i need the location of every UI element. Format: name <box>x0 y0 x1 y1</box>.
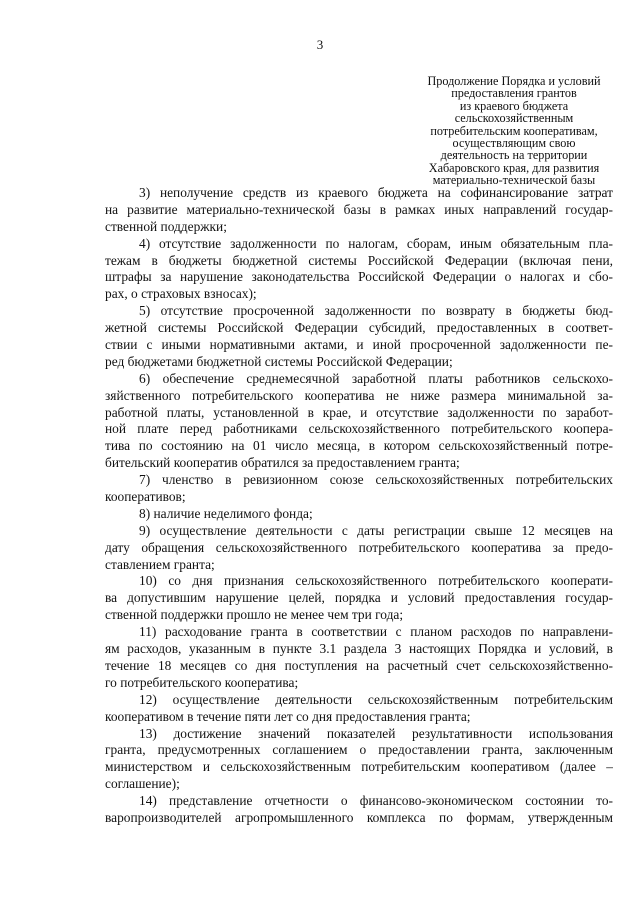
header-line: сельскохозяйственным <box>454 111 574 126</box>
paragraph-7-line: кооперативов; <box>105 489 186 505</box>
paragraph-9-line: ставлением гранта; <box>105 556 215 572</box>
paragraph-6-line: ной плате перед работниками сельскохозяйственного потребительского коопера- <box>105 421 613 437</box>
paragraph-6-line: бительский кооператив обратился за предоставлением гранта; <box>105 455 460 471</box>
paragraph-6-line: 6) обеспечение среднемесячной заработной платы работников сельскохо- <box>139 370 613 386</box>
header-line: осуществляющим свою <box>452 136 576 151</box>
paragraph-11-line: ям расходов, указанным в пункте 3.1 раздела 3 настоящих Порядка и условий, в <box>105 641 613 657</box>
header-line: из краевого бюджета <box>459 98 569 113</box>
paragraph-3-line: на развитие материально-технической базы в рамках иных направлений государ- <box>105 201 613 217</box>
paragraph-9-line: 9) осуществление деятельности с даты регистрации свыше 12 месяцев на <box>139 522 613 538</box>
document-body <box>105 185 613 827</box>
paragraph-5-line: жетной системы Российской Федерации субсидий, предоставленных в соответ- <box>105 320 613 336</box>
paragraph-5-line: ред бюджетами бюджетной системы Российской Федерации; <box>105 353 453 369</box>
paragraph-3-line: 3) неполучение средств из краевого бюджета на софинансирование затрат <box>139 185 613 200</box>
paragraph-4-line: 4) отсутствие задолженности по налогам, сборам, иным обязательным пла- <box>139 235 613 251</box>
document-header-block <box>406 75 622 187</box>
paragraph-6-line: тива по состоянию на 01 число месяца, в котором сельскохозяйственный потре- <box>105 438 613 454</box>
paragraph-4-line: рах, о страховых взносах); <box>105 286 257 302</box>
paragraph-12-line: кооперативом в течение пяти лет со дня предоставления гранта; <box>105 708 471 724</box>
paragraph-13-line: гранта, предусмотренных соглашением о предоставлении гранта, заключенным <box>105 742 613 758</box>
paragraph-4-line: тежам в бюджеты бюджетной системы Российской Федерации (включая пени, <box>105 252 613 268</box>
paragraph-11-line: 11) расходование гранта в соответствии с планом расходов по направлени- <box>139 624 613 640</box>
paragraph-5-line: 5) отсутствие просроченной задолженности по возврату в бюджеты бюд- <box>139 303 613 319</box>
paragraph-11-line: го потребительского кооператива; <box>105 674 299 690</box>
header-line: деятельность на территории <box>440 148 588 163</box>
header-line: предоставления грантов <box>451 86 577 101</box>
paragraph-13-line: соглашение); <box>105 776 180 792</box>
paragraph-12-line: 12) осуществление деятельности сельскохозяйственным потребительским <box>139 691 613 707</box>
paragraph-13-line: министерством и сельскохозяйственным потребительским кооперативом (далее – <box>105 759 613 775</box>
header-line: потребительским кооперативам, <box>430 123 598 138</box>
paragraph-9-line: дату обращения сельскохозяйственного потребительского кооператива за предо- <box>105 539 613 555</box>
paragraph-10-line: ственной поддержки прошло не менее чем три года; <box>105 607 404 623</box>
paragraph-10-line: ва допустившим нарушение целей, порядка и условий предоставления государ- <box>105 590 613 606</box>
header-line: материально-технической базы <box>432 173 596 188</box>
paragraph-11-line: течение 18 месяцев со дня поступления на расчетный счет сельскохозяйственно- <box>105 657 613 673</box>
paragraph-5-line: ствии с иными нормативными актами, и иной просроченной задолженности пе- <box>105 337 613 353</box>
paragraph-14-line: варопроизводителей агропромышленного комплекса по формам, утвержденным <box>105 809 613 825</box>
page-number: 3 <box>316 37 324 52</box>
paragraph-10-line: 10) со дня признания сельскохозяйственного потребительского кооперати- <box>139 573 613 589</box>
paragraph-6-line: работной платы, установленной в крае, и отсутствие задолженности по заработ- <box>105 404 613 420</box>
header-line: Продолжение Порядка и условий <box>427 74 601 88</box>
paragraph-3-line: ственной поддержки; <box>105 218 227 234</box>
paragraph-6-line: зяйственного потребительского кооператива не ниже размера минимальной за- <box>105 387 613 403</box>
paragraph-14-line: 14) представление отчетности о финансово-экономическом состоянии то- <box>139 793 613 809</box>
paragraph-8-line: 8) наличие неделимого фонда; <box>139 505 313 521</box>
paragraph-4-line: штрафы за нарушение законодательства Российской Федерации о налогах и сбо- <box>105 269 613 285</box>
paragraph-13-line: 13) достижение значений показателей результативности использования <box>139 725 613 741</box>
header-line: Хабаровского края, для развития <box>428 160 600 175</box>
paragraph-7-line: 7) членство в ревизионном союзе сельскохозяйственных потребительских <box>139 472 613 488</box>
